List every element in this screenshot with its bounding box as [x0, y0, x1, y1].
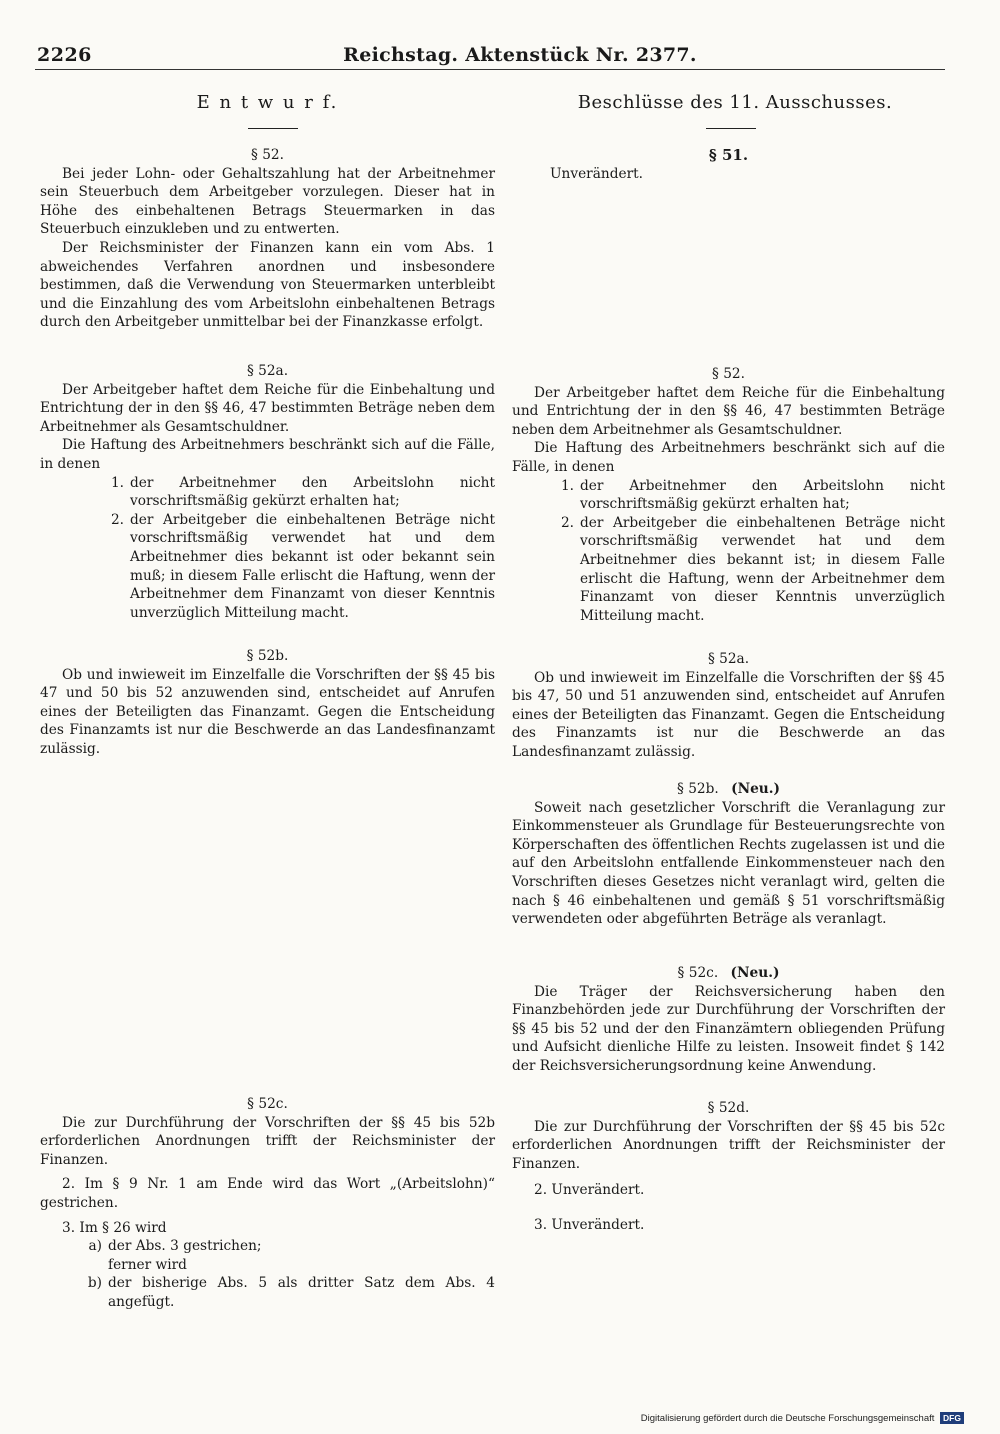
section-heading: § 51. [708, 146, 749, 164]
section-heading: § 52c. [677, 965, 719, 981]
section-heading: § 52d. [707, 1100, 750, 1116]
list-item-text: der Abs. 3 gestrichen; [108, 1238, 262, 1255]
paragraph: Ob und inwieweit im Einzelfalle die Vorschriften der §§ 45 bis 47 und 50 bis 52 anzuwenden sind, entscheidet auf Anrufen eines der Beteiligten das Finanzamt. Gegen die Entscheidung des Finanzamts ist nur die Beschwerde an das Landesfinanzamt zulässig. [40, 666, 495, 757]
section-heading: § 52b. [246, 648, 289, 664]
left-section-52 [40, 146, 495, 332]
right-title-rule [706, 128, 756, 129]
right-column-title: Beschlüsse des 11. Ausschusses. [577, 92, 893, 113]
list-item-text: der bisherige Abs. 5 als dritter Satz dem Abs. 4 angefügt. [108, 1275, 495, 1310]
list-item-number: b) [87, 1275, 102, 1292]
new-marker: (Neu.) [730, 965, 780, 981]
left-column-title: E n t w u r f. [196, 92, 339, 113]
footer-text: Digitalisierung gefördert durch die Deutsche Forschungsgemeinschaft [640, 1413, 935, 1424]
paragraph: Die Träger der Reichsversicherung haben den Finanzbehörden jede zur Durchführung der Vorschriften der §§ 45 bis 52 und der den Finanzämtern obliegenden Prüfung und Aufsicht dienliche Hilfe zu leisten. Insoweit findet § 142 der Reichsversicherungsordnung keine Anwendung. [512, 983, 945, 1074]
section-heading-row [512, 780, 945, 799]
amendment-item-2: 2. Im § 9 Nr. 1 am Ende wird das Wort „(Arbeitslohn)“ gestrichen. [40, 1176, 495, 1211]
paragraph: Die Haftung des Arbeitnehmers beschränkt sich auf die Fälle, in denen [512, 440, 945, 475]
section-heading: § 52c. [247, 1096, 288, 1112]
left-section-52b [40, 647, 495, 759]
list-item-number: 2. [560, 514, 574, 531]
right-section-52b [512, 780, 945, 929]
left-title-rule [248, 128, 298, 129]
list-item [552, 477, 945, 514]
list-item-number [80, 1256, 108, 1275]
paragraph: Bei jeder Lohn- oder Gehaltszahlung hat der Arbeitnehmer sein Steuerbuch dem Arbeitgeber vorzulegen. Dieser hat in Höhe des einbehaltenen Betrags Steuermarken in das Steuerbuch einzukleben und zu entwerten. [40, 165, 495, 238]
list-item-text: der Arbeitnehmer den Arbeitslohn nicht vorschriftsmäßig gekürzt erhalten hat; [130, 474, 495, 510]
right-section-51 [512, 146, 945, 183]
amendment-item-3: 3. Unverändert. [534, 1216, 645, 1233]
list-item [552, 514, 945, 626]
paragraph: Die Haftung des Arbeitnehmers beschränkt sich auf die Fälle, in denen [40, 437, 495, 472]
section-heading: § 52a. [246, 363, 289, 379]
numbered-list [40, 474, 495, 623]
paragraph: Der Reichsminister der Finanzen kann ein vom Abs. 1 abweichendes Verfahren anordnen und insbesondere bestimmen, daß die Verwendung von Steuermarken unterbleibt und die Einzahlung des vom Arbeitslohn einbehaltenen Betrags durch den Arbeitgeber unmittelbar bei der Finanzkasse erfolgt. [40, 239, 495, 331]
right-section-52a [512, 650, 945, 762]
section-heading: § 52b. [677, 781, 719, 797]
list-item-text: der Arbeitgeber die einbehaltenen Beträge nicht vorschriftsmäßig verwendet hat und dem Arbeitnehmer dies bekannt ist oder bekannt sein muß; in diesem Falle erlischt die Haftung, wenn der Arbeitnehmer dem Finanzamt von dieser Kenntnis unverzüglich Mitteilung macht. [130, 511, 495, 621]
section-heading: § 52. [712, 366, 745, 382]
list-item-text: der Arbeitgeber die einbehaltenen Beträge nicht vorschriftsmäßig verwendet hat und dem Arbeitnehmer dies bekannt ist; in diesem Falle erlischt die Haftung, wenn der Arbeitnehmer dem Finanzamt von dieser Kenntnis unverzüglich Mitteilung macht. [580, 514, 945, 624]
paragraph: Soweit nach gesetzlicher Vorschrift die Veranlagung zur Einkommensteuer als Grundlage für Besteuerungsrechte von Körperschaften des öffentlichen Rechts zugelassen ist und die auf den Arbeitslohn entfallende Einkommensteuer nach den Vorschriften dieses Gesetzes nicht veranlagt wird, gelten die nach § 46 einbehaltenen und gemäß § 51 vorschriftsmäßig verwendeten oder abgeführten Beträge als veranlagt. [512, 799, 945, 928]
paragraph: Der Arbeitgeber haftet dem Reiche für die Einbehaltung und Entrichtung der in den §§ 46, 47 bestimmten Beträge neben dem Arbeitnehmer als Gesamtschuldner. [512, 384, 945, 438]
list-item-number: 1. [560, 477, 574, 494]
list-item [80, 1274, 495, 1311]
right-section-52c [512, 964, 945, 1076]
sub-list [40, 1237, 495, 1311]
right-section-52d [512, 1099, 945, 1235]
digitization-footer [641, 1412, 964, 1424]
left-section-52c [40, 1095, 495, 1312]
paragraph: Die zur Durchführung der Vorschriften der §§ 45 bis 52c erforderlichen Anordnungen trifft der Reichsminister der Finanzen. [512, 1118, 945, 1172]
list-item-number: a) [88, 1238, 102, 1255]
list-item [80, 1237, 495, 1256]
list-item [102, 474, 495, 511]
amendment-item-2: 2. Unverändert. [534, 1182, 645, 1199]
amendment-item-3: 3. Im § 26 wird [62, 1219, 167, 1236]
numbered-list [512, 477, 945, 626]
paragraph: Die zur Durchführung der Vorschriften der §§ 45 bis 52b erforderlichen Anordnungen trifft der Reichsminister der Finanzen. [40, 1114, 495, 1168]
list-item-text: der Arbeitnehmer den Arbeitslohn nicht vorschriftsmäßig gekürzt erhalten hat; [580, 477, 945, 513]
page-number: 2226 [37, 44, 92, 66]
list-item [102, 511, 495, 623]
paragraph: Unverändert. [550, 165, 643, 182]
dfg-logo: DFG [940, 1412, 964, 1424]
section-heading: § 52a. [707, 651, 750, 667]
list-item-number: 2. [110, 511, 124, 528]
left-section-52a [40, 362, 495, 622]
list-item [80, 1256, 495, 1275]
list-item-number: 1. [110, 474, 124, 491]
paragraph: Ob und inwieweit im Einzelfalle die Vorschriften der §§ 45 bis 47, 50 und 51 anzuwenden sind, entscheidet auf Anrufen eines der Beteiligten das Finanzamt. Gegen die Entscheidung des Finanzamts ist nur die Beschwerde an das Landesfinanzamt zulässig. [512, 669, 945, 760]
section-heading: § 52. [251, 147, 284, 163]
running-header: Reichstag. Aktenstück Nr. 2377. [343, 44, 697, 66]
list-item-text: ferner wird [108, 1256, 187, 1273]
section-heading-row [512, 964, 945, 983]
header-rule [35, 69, 945, 70]
right-section-52 [512, 365, 945, 625]
paragraph: Der Arbeitgeber haftet dem Reiche für die Einbehaltung und Entrichtung der in den §§ 46, 47 bestimmten Beträge neben dem Arbeitnehmer als Gesamtschuldner. [40, 381, 495, 435]
new-marker: (Neu.) [731, 781, 780, 797]
